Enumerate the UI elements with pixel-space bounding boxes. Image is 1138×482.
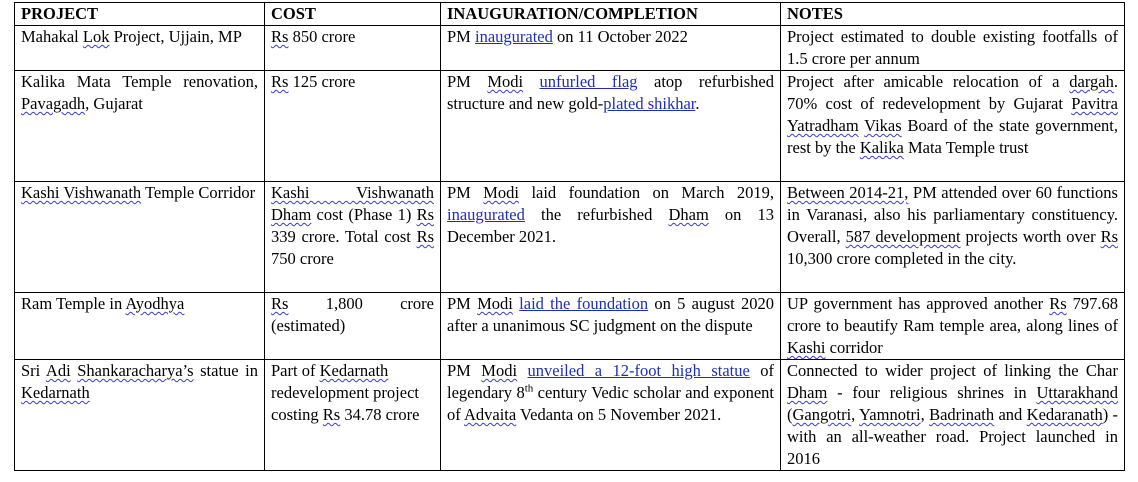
- header-cost: COST: [265, 3, 441, 26]
- project-cell: [15, 360, 265, 471]
- hyperlink[interactable]: inaugurated: [474, 27, 553, 46]
- spellcheck-word: Rs: [271, 27, 289, 46]
- project-cell: [15, 26, 265, 71]
- cell-text: Project, Ujjain, MP: [109, 27, 242, 46]
- spellcheck-word: Modi: [483, 183, 520, 202]
- notes-cell: [781, 71, 1125, 182]
- cell-text: century Vedic scholar and exponent of: [447, 383, 774, 424]
- table-row: [15, 360, 1125, 471]
- spellcheck-word: Modi: [487, 72, 524, 91]
- superscript-text: th: [524, 382, 534, 395]
- spellcheck-word: Rs: [271, 72, 289, 91]
- cell-text: Connected to wider project of linking the Char: [787, 361, 1118, 380]
- spellcheck-word: Rs: [1049, 294, 1067, 313]
- inauguration-cell: [441, 182, 781, 293]
- cell-text: Ram Temple in: [21, 294, 126, 313]
- spellcheck-word: Yamnotri: [859, 405, 921, 424]
- spellcheck-word: Rs: [271, 294, 289, 313]
- notes-cell: [781, 182, 1125, 293]
- spellcheck-word: Kashi Vishwanath: [21, 183, 142, 202]
- cell-text: 850 crore: [288, 27, 356, 46]
- cell-text: PM: [447, 361, 482, 380]
- cell-text: ,: [851, 405, 860, 424]
- project-cell: [15, 293, 265, 360]
- header-project: PROJECT: [15, 3, 265, 26]
- cell-text: Mata Temple trust: [903, 138, 1029, 157]
- cost-cell: [265, 71, 441, 182]
- cell-text: 125 crore: [288, 72, 356, 91]
- spellcheck-word: 587 development: [845, 227, 961, 246]
- cell-text: ) - with an all-weather road. Project launched in 2016: [787, 405, 1119, 468]
- cell-text: Project after amicable relocation of a: [787, 72, 1070, 91]
- project-cell: [15, 182, 265, 293]
- spellcheck-word: Dham: [668, 205, 709, 224]
- cell-text: Mahakal: [21, 27, 83, 46]
- spellcheck-word: Shankaracharya’s: [77, 361, 194, 380]
- cell-text: 797.68 crore to beautify Ram temple area, along lines of: [787, 294, 1119, 335]
- spellcheck-word: Rs: [1100, 227, 1118, 246]
- spellcheck-word: Lok: [82, 27, 110, 46]
- spellcheck-word: Pavitra: [1071, 94, 1118, 113]
- spellcheck-word: Gangotri: [792, 405, 852, 424]
- cell-text: , Gujarat: [85, 94, 143, 113]
- spellcheck-word: Dham: [787, 383, 828, 402]
- cell-text: - four religious shrines in: [827, 383, 1037, 402]
- table-row: [15, 182, 1125, 293]
- cell-text: Sri: [21, 361, 46, 380]
- cell-text: cost (Phase 1): [311, 205, 417, 224]
- hyperlink[interactable]: unveiled a 12-foot high statue: [527, 361, 750, 380]
- cost-cell: [265, 26, 441, 71]
- cell-text: 750 crore: [271, 249, 334, 268]
- cell-text: on 11 October 2022: [552, 27, 688, 46]
- spellcheck-word: Advaita: [463, 405, 517, 424]
- hyperlink[interactable]: laid the foundation: [519, 294, 649, 313]
- cell-text: the refurbished: [524, 205, 669, 224]
- inauguration-cell: [441, 26, 781, 71]
- table-row: [15, 26, 1125, 71]
- spellcheck-word: Kedaranath: [1026, 405, 1103, 424]
- cell-text: projects worth over: [960, 227, 1101, 246]
- table-row: [15, 71, 1125, 182]
- cell-text: .: [695, 94, 700, 113]
- header-row: [15, 3, 1125, 26]
- spellcheck-word: Ayodhya: [125, 294, 185, 313]
- spellcheck-word: Vikas: [864, 116, 902, 135]
- cell-text: 10,300 crore completed in the city.: [787, 249, 1017, 268]
- spellcheck-word: Rs: [322, 405, 341, 424]
- cell-text: 1,800 crore (estimated): [271, 294, 434, 335]
- cell-text: 34.78 crore: [340, 405, 420, 424]
- cell-text: [523, 72, 539, 91]
- cell-text: Vedanta on 5 November 2021.: [516, 405, 722, 424]
- spellcheck-word: Modi: [477, 294, 513, 313]
- cell-text: 339 crore. Total cost: [271, 227, 417, 246]
- cell-text: statue in: [193, 361, 258, 380]
- cell-text: PM: [447, 183, 484, 202]
- spellcheck-word: Adi: [45, 361, 71, 380]
- cell-text: laid foundation on March 2019,: [519, 183, 774, 202]
- header-inauguration: INAUGURATION/COMPLETION: [441, 3, 781, 26]
- cell-text: Kalika Mata Temple renovation,: [21, 72, 258, 91]
- hyperlink[interactable]: inaugurated: [447, 205, 525, 224]
- cell-text: of legendary 8: [447, 361, 774, 402]
- inauguration-cell: [441, 360, 781, 471]
- cell-text: PM: [447, 27, 475, 46]
- cell-text: redevelopment project costing: [271, 383, 419, 424]
- cell-text: . 70% cost of redevelopment by Gujarat: [787, 72, 1118, 113]
- spellcheck-word: Badrinath: [929, 405, 995, 424]
- spellcheck-word: Kalika: [859, 138, 904, 157]
- spellcheck-word: Between 2014-21,: [787, 183, 909, 202]
- cell-text: (: [787, 405, 793, 424]
- cell-text: Temple Corridor: [141, 183, 256, 202]
- cost-cell: [265, 182, 441, 293]
- notes-cell: [781, 26, 1125, 71]
- inauguration-cell: [441, 71, 781, 182]
- spellcheck-word: Uttarakhand: [1036, 383, 1118, 402]
- cell-text: PM attended over 60 functions in Varanasi, also his parliamentary constituency. Overall,: [787, 183, 1118, 246]
- spellcheck-word: Kashi Vishwanath Dham: [271, 183, 434, 224]
- cell-text: corridor: [825, 338, 883, 357]
- notes-cell: [781, 360, 1125, 471]
- spellcheck-word: Kashi: [787, 338, 826, 357]
- cell-text: ,: [920, 405, 930, 424]
- table-row: [15, 293, 1125, 360]
- spellcheck-word: Kedarnath: [319, 361, 389, 380]
- spellcheck-word: Modi: [481, 361, 518, 380]
- header-notes: NOTES: [781, 3, 1125, 26]
- cell-text: PM: [447, 294, 478, 313]
- hyperlink[interactable]: unfurled flag: [539, 72, 638, 91]
- spellcheck-word: Pavagadh: [21, 94, 86, 113]
- cell-text: Project estimated to double existing footfalls of 1.5 crore per annum: [787, 27, 1118, 68]
- spellcheck-word: Rs: [416, 205, 434, 224]
- cost-cell: [265, 293, 441, 360]
- cell-text: and: [994, 405, 1027, 424]
- spellcheck-word: Kedarnath: [21, 383, 90, 402]
- inauguration-cell: [441, 293, 781, 360]
- spellcheck-word: Rs: [416, 227, 434, 246]
- spellcheck-word: dargah: [1069, 72, 1114, 91]
- cell-text: Board of the state government, rest by the: [787, 116, 1119, 157]
- cell-text: PM: [447, 72, 488, 91]
- cell-text: UP government has approved another: [787, 294, 1050, 313]
- cost-cell: [265, 360, 441, 471]
- hyperlink[interactable]: plated shikhar: [603, 94, 696, 113]
- cell-text: Part of: [271, 361, 320, 380]
- notes-cell: [781, 293, 1125, 360]
- spellcheck-word: Yatradham: [787, 116, 859, 135]
- cell-text: atop refurbished structure and new gold-: [447, 72, 774, 113]
- cell-text: on 5 august 2020 after a unanimous SC judgment on the dispute: [447, 294, 774, 335]
- project-cell: [15, 71, 265, 182]
- cell-text: [517, 361, 527, 380]
- cell-text: on 13 December 2021.: [447, 205, 775, 246]
- projects-table: [14, 2, 1125, 471]
